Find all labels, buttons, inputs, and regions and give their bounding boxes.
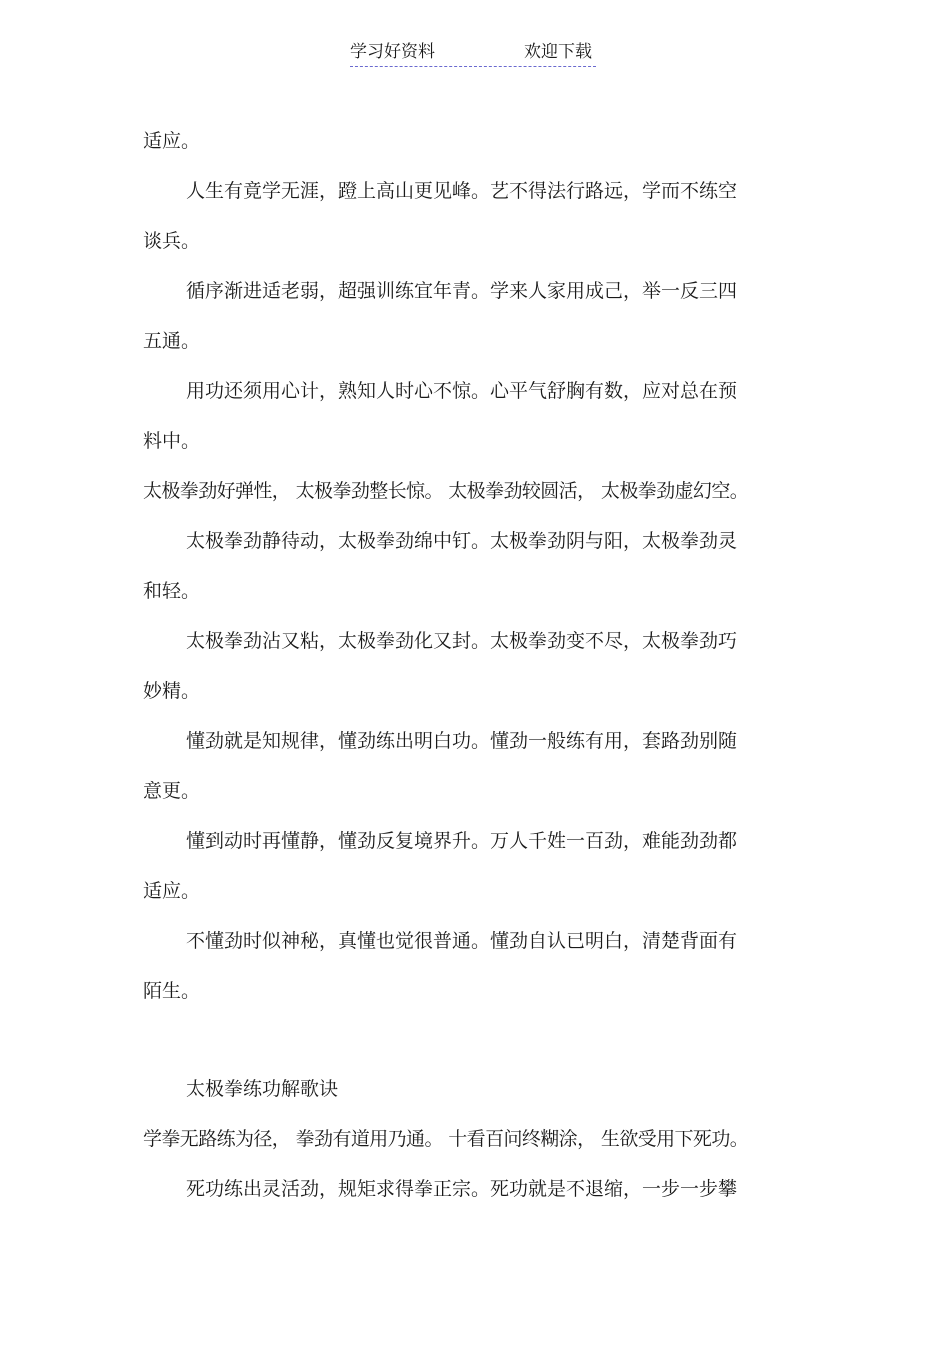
text-line: 不懂劲时似神秘，真懂也觉很普通。懂劲自认已明白，清楚背面有 xyxy=(186,930,738,952)
text-line: 料中。 xyxy=(143,430,201,452)
text-line: 太极拳劲好弹性， 太极拳劲整长惊。 太极拳劲较圆活， 太极拳劲虚幻空。 xyxy=(143,480,749,502)
text-line: 太极拳劲静待动，太极拳劲绵中钉。太极拳劲阴与阳，太极拳劲灵 xyxy=(186,530,738,552)
text-line: 适应。 xyxy=(143,130,201,152)
section-title: 太极拳练功解歌诀 xyxy=(186,1078,339,1100)
header-left-text: 学习好资料 xyxy=(350,42,435,62)
header-right-text: 欢迎下载 xyxy=(524,42,592,62)
text-line: 懂到动时再懂静，懂劲反复境界升。万人千姓一百劲，难能劲劲都 xyxy=(186,830,738,852)
text-line: 适应。 xyxy=(143,880,201,902)
text-line: 谈兵。 xyxy=(143,230,201,252)
text-line: 五通。 xyxy=(143,330,201,352)
text-line: 太极拳劲沾又粘，太极拳劲化又封。太极拳劲变不尽，太极拳劲巧 xyxy=(186,630,738,652)
text-line: 意更。 xyxy=(143,780,201,802)
text-line: 学拳无路练为径， 拳劲有道用乃通。 十看百问终糊涂， 生欲受用下死功。 xyxy=(143,1128,749,1150)
text-line: 死功练出灵活劲，规矩求得拳正宗。死功就是不退缩，一步一步攀 xyxy=(186,1178,738,1200)
text-line: 循序渐进适老弱，超强训练宜年青。学来人家用成己，举一反三四 xyxy=(186,280,738,302)
text-line: 和轻。 xyxy=(143,580,201,602)
text-line: 用功还须用心计，熟知人时心不惊。心平气舒胸有数，应对总在预 xyxy=(186,380,738,402)
page-header xyxy=(350,40,596,67)
text-line: 懂劲就是知规律，懂劲练出明白功。懂劲一般练有用，套路劲别随 xyxy=(186,730,738,752)
text-line: 人生有竟学无涯，蹬上高山更见峰。艺不得法行路远，学而不练空 xyxy=(186,180,738,202)
text-line: 陌生。 xyxy=(143,980,201,1002)
text-line: 妙精。 xyxy=(143,680,201,702)
